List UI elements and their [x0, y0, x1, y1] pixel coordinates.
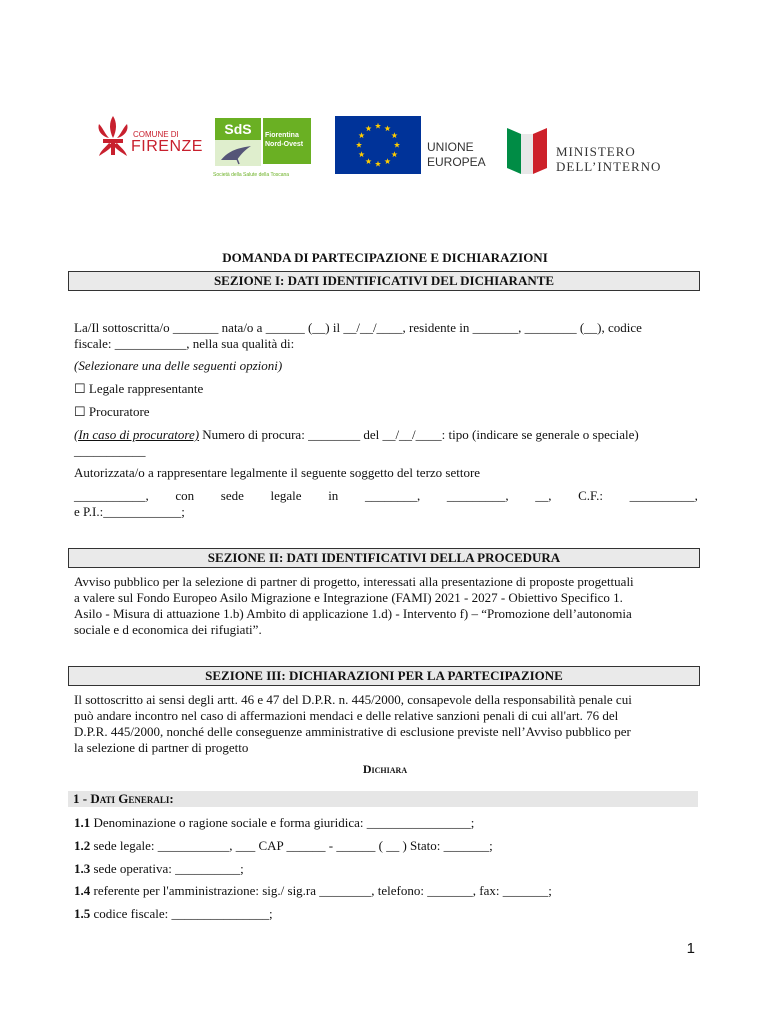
procura-condition: (In caso di procuratore): [74, 427, 200, 442]
firenze-label: FIRENZE: [131, 138, 203, 155]
section-2-line-2: a valere sul Fondo Europeo Asilo Migrazione e Integrazione (FAMI) 2021 - 2027 - Obiettivo Specifico 1.: [74, 590, 623, 605]
dato-text: sede legale: ___________, ___ CAP ______ - ______ ( __ ) Stato: _______;: [90, 838, 493, 853]
sede-part: __,: [535, 488, 552, 503]
giglio-icon: [95, 114, 131, 158]
section-2-line-4: sociale e d economica dei rifugiati”.: [74, 622, 262, 637]
section-3-line-3: D.P.R. 445/2000, nonché delle conseguenze amministrative di esclusione previste nell’Avviso pubblico per: [74, 724, 631, 739]
dato-number: 1.4: [74, 883, 91, 898]
procura-line: [74, 427, 698, 443]
sede-part: ___________,: [74, 488, 149, 503]
sede-line: [74, 488, 698, 504]
sede-part: ________,: [364, 488, 421, 503]
dato-text: referente per l'amministrazione: sig./ sig.ra ________, telefono: _______, fax: _______;: [90, 883, 552, 898]
eu-star: [356, 142, 362, 148]
section-3-line-2: può andare incontro nel caso di affermazioni mendaci e delle relative sanzioni penali di cui all'art. 76 del: [74, 708, 619, 723]
option-procuratore[interactable]: ☐ Procuratore: [74, 404, 150, 419]
dato-1-4: [74, 883, 698, 899]
dato-text: sede operativa: __________;: [90, 861, 244, 876]
dato-number: 1.2: [74, 838, 91, 853]
eu-label-2: EUROPEA: [427, 155, 486, 169]
comune-firenze-logo: [95, 114, 205, 164]
sds-mark: SdS: [215, 118, 261, 140]
eu-star: [365, 125, 371, 131]
sede-part: __________,: [629, 488, 698, 503]
option-legale-rappresentante[interactable]: ☐ Legale rappresentante: [74, 381, 204, 396]
sds-name-1: Fiorentina: [265, 132, 299, 139]
sds-caption: Società della Salute della Toscana: [213, 172, 290, 178]
logo-bar: [0, 110, 770, 190]
ministero-label-1: MINISTERO: [556, 144, 636, 159]
dato-number: 1.1: [74, 815, 91, 830]
eu-star: [394, 142, 400, 148]
eu-star: [365, 158, 371, 164]
piva-line: e P.I.:____________;: [74, 504, 185, 519]
ministero-label-2: DELL’INTERNO: [556, 159, 662, 174]
sds-logo: [213, 118, 313, 184]
ministero-logo: [505, 124, 549, 176]
dato-1-2: [74, 838, 698, 854]
sede-part: C.F.:: [578, 488, 604, 503]
bird-icon: [215, 140, 261, 166]
section-2-line-1: Avviso pubblico per la selezione di partner di progetto, interessati alla presentazione di proposte progettuali: [74, 574, 634, 589]
dato-number: 1.5: [74, 906, 91, 921]
section-2-heading: SEZIONE II: DATI IDENTIFICATIVI DELLA PROCEDURA: [68, 548, 700, 568]
procura-blank: ___________: [74, 443, 146, 458]
eu-star: [375, 123, 381, 129]
dati-generali-heading: 1 - Dati Generali:: [73, 791, 174, 806]
dato-text: Denominazione o ragione sociale e forma giuridica: ________________;: [90, 815, 475, 830]
eu-star: [384, 158, 390, 164]
dichiara-heading: Dichiara: [362, 762, 408, 776]
sede-part: sede: [220, 488, 244, 503]
italian-flag-icon: [505, 124, 549, 176]
comune-label: COMUNE DI: [133, 130, 179, 139]
dato-number: 1.3: [74, 861, 91, 876]
eu-star: [391, 132, 397, 138]
eu-star: [391, 151, 397, 157]
eu-star: [359, 151, 365, 157]
section-2-line-3: Asilo - Misura di attuazione 1.b) Ambito di applicazione 1.d) - Intervento f) – “Promozione dell’autonomia: [74, 606, 632, 621]
sede-part: legale: [270, 488, 302, 503]
sds-name-2: Nord-Ovest: [265, 141, 304, 148]
sede-part: con: [175, 488, 195, 503]
eu-flag: [335, 116, 421, 174]
section-1-line-1: La/Il sottoscritta/o _______ nata/o a ______ (__) il __/__/____, residente in _______, ________ (__), codice: [74, 320, 642, 335]
section-3-line-4: la selezione di partner di progetto: [74, 740, 249, 755]
eu-star: [359, 132, 365, 138]
authorization-line: Autorizzata/o a rappresentare legalmente il seguente soggetto del terzo settore: [74, 465, 481, 480]
dato-1-1: [74, 815, 698, 831]
eu-star: [375, 161, 381, 167]
eu-stars-icon: [335, 116, 421, 174]
procura-details: Numero di procura: ________ del __/__/____: tipo (indicare se generale o speciale): [199, 427, 639, 442]
document-title: DOMANDA DI PARTECIPAZIONE E DICHIARAZIONI: [222, 250, 548, 265]
dato-1-3: [74, 861, 698, 877]
sede-part: in: [328, 488, 339, 503]
page-number: 1: [686, 940, 695, 957]
section-3-heading: SEZIONE III: DICHIARAZIONI PER LA PARTECIPAZIONE: [68, 666, 700, 686]
select-hint: (Selezionare una delle seguenti opzioni): [74, 358, 283, 373]
eu-star: [384, 125, 390, 131]
dato-1-5: [74, 906, 698, 922]
sede-part: _________,: [446, 488, 509, 503]
section-3-line-1: Il sottoscritto ai sensi degli artt. 46 e 47 del D.P.R. n. 445/2000, consapevole della responsabilità penale cui: [74, 692, 632, 707]
section-1-heading: SEZIONE I: DATI IDENTIFICATIVI DEL DICHIARANTE: [68, 271, 700, 291]
section-1-line-2: fiscale: ___________, nella sua qualità di:: [74, 336, 295, 351]
eu-label-1: UNIONE: [427, 140, 474, 154]
dato-text: codice fiscale: _______________;: [90, 906, 273, 921]
